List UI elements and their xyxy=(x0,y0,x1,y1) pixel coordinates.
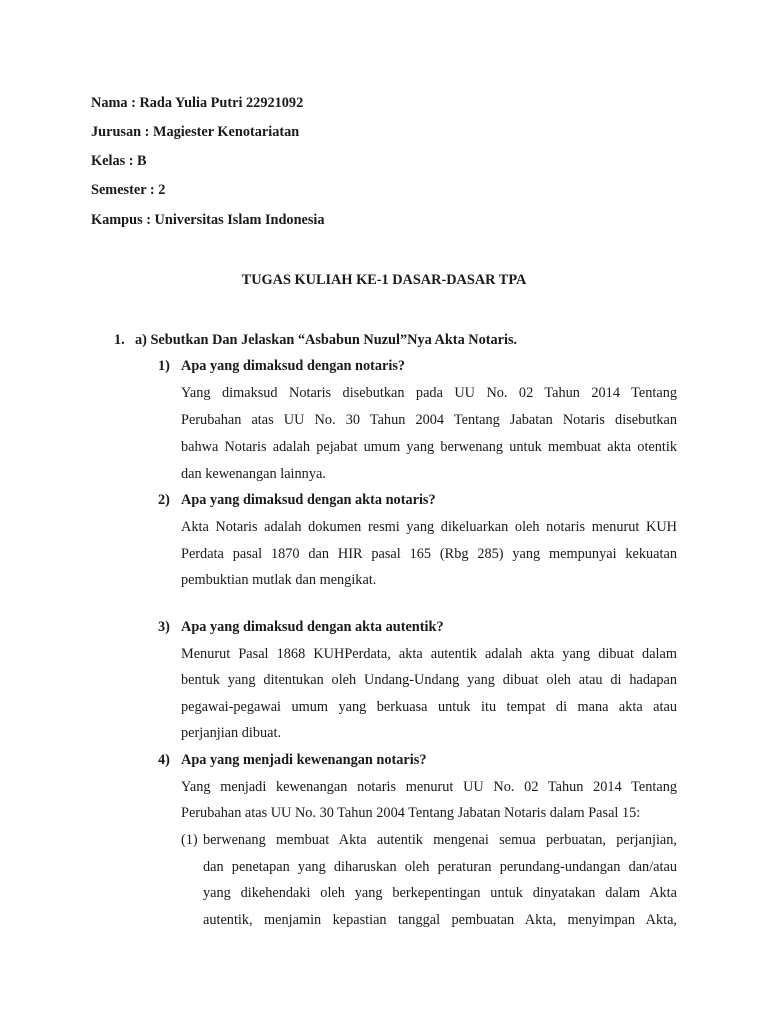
answer-line: Yang menjadi kewenangan notaris menurut UU No. 02 Tahun 2014 Tentang xyxy=(181,779,677,795)
item-question: Apa yang dimaksud dengan akta notaris? xyxy=(181,492,436,508)
item-number: 4) xyxy=(158,752,170,768)
sub-item-line: berwenang membuat Akta autentik mengenai semua perbuatan, perjanjian, xyxy=(203,832,677,848)
answer-line: bentuk yang ditentukan oleh Undang-Undang yang dibuat oleh atau di hadapan xyxy=(181,672,677,688)
answer-line: bahwa Notaris adalah pejabat umum yang berwenang untuk membuat akta otentik xyxy=(181,439,677,455)
document-title: TUGAS KULIAH KE-1 DASAR-DASAR TPA xyxy=(241,272,527,288)
answer-line: dan kewenangan lainnya. xyxy=(181,466,326,482)
item-question: Apa yang dimaksud dengan akta autentik? xyxy=(181,619,444,635)
item-question: Apa yang dimaksud dengan notaris? xyxy=(181,358,406,374)
student-campus: Kampus : Universitas Islam Indonesia xyxy=(91,212,325,228)
student-class: Kelas : B xyxy=(91,153,147,169)
answer-line: pegawai-pegawai umum yang berkuasa untuk itu tempat di mana akta atau xyxy=(181,699,677,715)
answer-line: Perubahan atas UU No. 30 Tahun 2004 Tentang Jabatan Notaris disebutkan xyxy=(181,412,677,428)
answer-line: Yang dimaksud Notaris disebutkan pada UU No. 02 Tahun 2014 Tentang xyxy=(181,385,677,401)
answer-line: Perubahan atas UU No. 30 Tahun 2004 Tentang Jabatan Notaris dalam Pasal 15: xyxy=(181,805,641,821)
student-major: Jurusan : Magiester Kenotariatan xyxy=(91,124,300,140)
sub-item-line: dan penetapan yang diharuskan oleh peraturan perundang-undangan dan/atau xyxy=(203,859,677,875)
item-number: 1) xyxy=(158,358,170,374)
item-question: Apa yang menjadi kewenangan notaris? xyxy=(181,752,427,768)
answer-line: Menurut Pasal 1868 KUHPerdata, akta autentik adalah akta yang dibuat dalam xyxy=(181,646,677,662)
answer-line: pembuktian mutlak dan mengikat. xyxy=(181,572,377,588)
item-number: 3) xyxy=(158,619,170,635)
student-name: Nama : Rada Yulia Putri 22921092 xyxy=(91,95,304,111)
question-text: a) Sebutkan Dan Jelaskan “Asbabun Nuzul”Nya Akta Notaris. xyxy=(135,332,518,348)
question-number: 1. xyxy=(114,332,125,348)
sub-item-line: yang dikehendaki oleh yang berkepentingan untuk dinyatakan dalam Akta xyxy=(203,885,677,901)
sub-item-number: (1) xyxy=(181,832,198,848)
answer-line: Akta Notaris adalah dokumen resmi yang dikeluarkan oleh notaris menurut KUH xyxy=(181,519,677,535)
answer-line: Perdata pasal 1870 dan HIR pasal 165 (Rbg 285) yang mempunyai kekuatan xyxy=(181,546,677,562)
student-semester: Semester : 2 xyxy=(91,182,166,198)
answer-line: perjanjian dibuat. xyxy=(181,725,282,741)
sub-item-line: autentik, menjamin kepastian tanggal pembuatan Akta, menyimpan Akta, xyxy=(203,912,677,928)
item-number: 2) xyxy=(158,492,170,508)
